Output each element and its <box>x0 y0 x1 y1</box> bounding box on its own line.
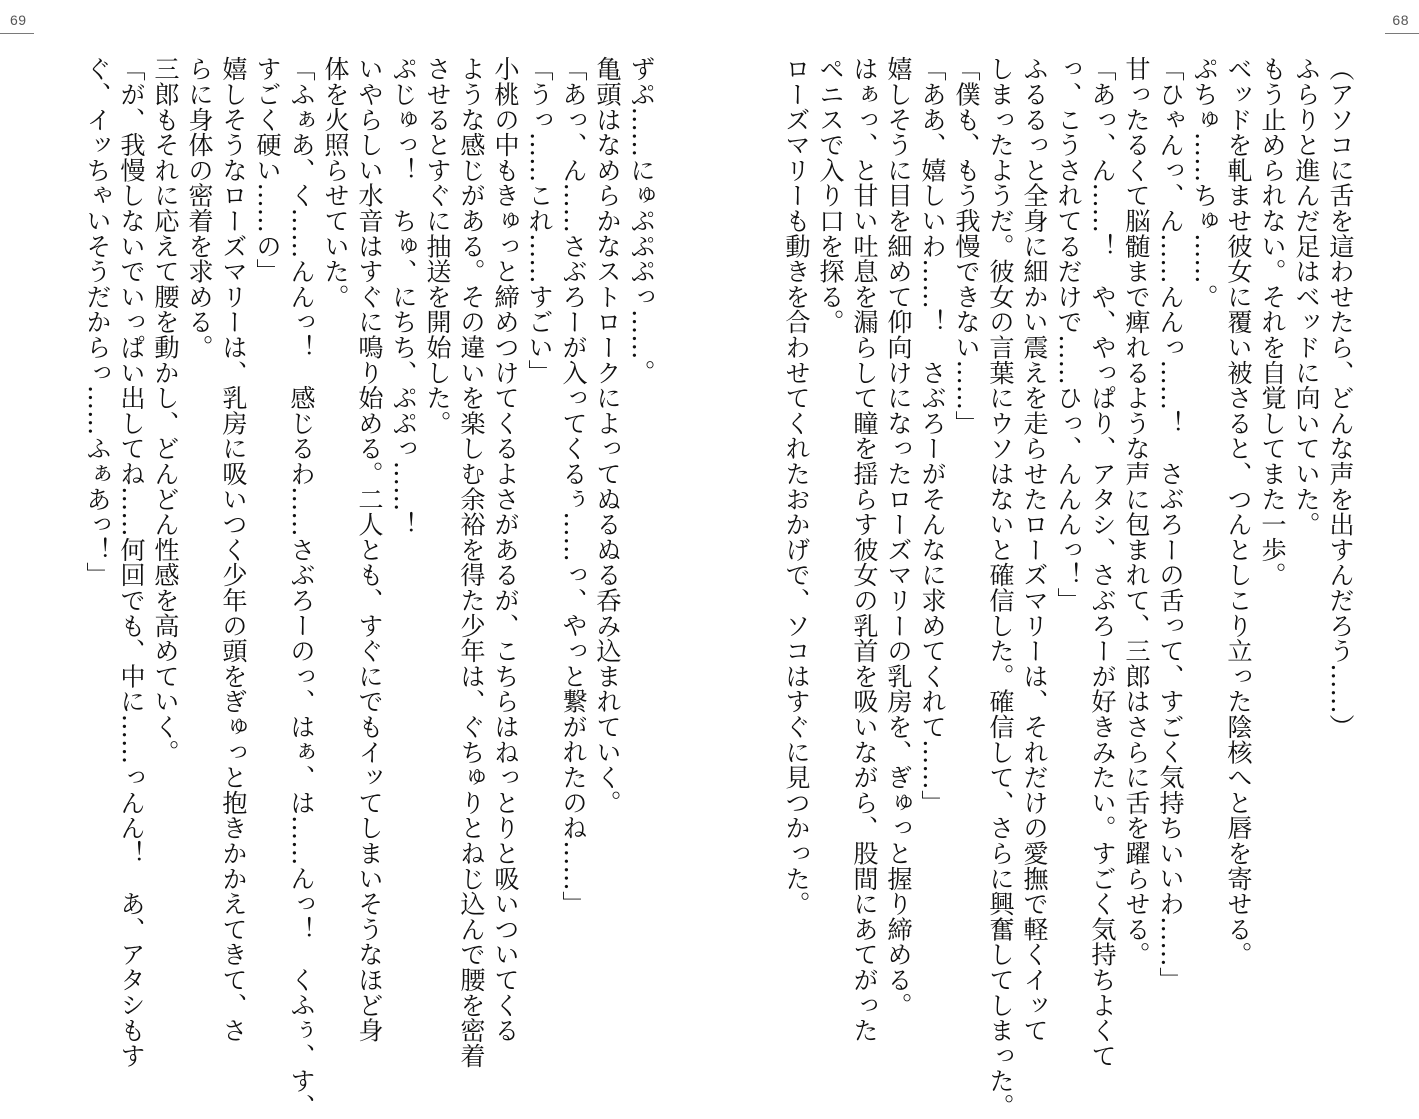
text-line: させるとすぐに抽送を開始した。 <box>423 56 452 436</box>
text-line: しまったようだ。彼女の言葉にウソはないと確信した。確信して、さらに興奮してしまった。 <box>986 56 1015 1119</box>
text-line: ぷじゅっ！ ちゅ、にちち、ぷぷっ……！ <box>389 56 418 537</box>
text-line: 甘ったるくて脳髄まで痺れるような声に包まれて、三郎はさらに舌を躍らせる。 <box>1122 56 1151 967</box>
text-line: 「が、我慢しないでいっぱい出してね……何回でも、中に……っんん！ あ、アタシもす <box>117 56 146 1068</box>
text-line: はぁっ、と甘い吐息を漏らして瞳を揺らす彼女の乳首を吸いながら、股間にあてがった <box>850 56 879 1043</box>
text-line: ベッドを軋ませ彼女に覆い被さると、つんとしこり立った陰核へと唇を寄せる。 <box>1224 56 1253 967</box>
text-line: 「うっ……これ……すごい」 <box>525 56 554 385</box>
text-line: ペニスで入り口を探る。 <box>816 56 845 335</box>
text-line: 「ひゃんっ、ん……んんっ……！ さぶろーの舌って、すごく気持ちいいわ……」 <box>1156 56 1185 993</box>
text-line: すごく硬い……の」 <box>253 56 282 284</box>
text-line: 小桃の中もきゅっと締めつけてくるよさがあるが、こちらはねっとりと吸いついてくる <box>491 56 520 1043</box>
text-line: 嬉しそうに目を細めて仰向けになったローズマリーの乳房を、ぎゅっと握り締める。 <box>884 56 913 1018</box>
text-line: 「ああ、嬉しいわ……！ さぶろーがそんなに求めてくれて……」 <box>918 56 947 815</box>
right-page-text <box>782 56 1355 1119</box>
text-line: ずぷ……にゅぷぷぷっ……。 <box>627 56 656 385</box>
page-number-right: 68 <box>1392 12 1409 28</box>
header-rule-right <box>1385 33 1419 34</box>
text-line: いやらしい水音はすぐに鳴り始める。二人とも、すぐにでもイッてしまいそうなほど身 <box>355 56 384 1043</box>
text-line: らに身体の密着を求める。 <box>185 56 214 360</box>
text-line: （アソコに舌を這わせたら、どんな声を出すんだろう……） <box>1326 56 1355 740</box>
text-line: 「ふぁあ、く……んんっ！ 感じるわ……さぶろーのっ、はぁ、は……んっ！ くふぅ、す、 <box>287 56 316 1119</box>
text-line: ローズマリーも動きを合わせてくれたおかげで、ソコはすぐに見つかった。 <box>782 56 811 917</box>
left-page-text <box>64 56 656 1119</box>
text-line: ぐ、イッちゃいそうだからっ……ふぁあっ！」 <box>83 56 112 588</box>
text-line: っ、こうされてるだけで……ひっ、んんんっ！」 <box>1054 56 1083 613</box>
text-line: ような感じがある。その違いを楽しむ余裕を得た少年は、ぐちゅりとねじ込んで腰を密着 <box>457 56 486 1068</box>
text-line: ぷちゅ……ちゅ……。 <box>1190 56 1219 309</box>
text-line: 三郎もそれに応えて腰を動かし、どんどん性感を高めていく。 <box>151 56 180 765</box>
text-line: 嬉しそうなローズマリーは、乳房に吸いつく少年の頭をぎゅっと抱きかかえてきて、さ <box>219 56 248 1043</box>
text-line: ふらりと進んだ足はベッドに向いていた。 <box>1292 56 1321 537</box>
text-line: 亀頭はなめらかなストロークによってぬるぬる呑み込まれていく。 <box>593 56 622 815</box>
header-rule-left <box>0 33 34 34</box>
text-line: 「あっ、ん……さぶろーが入ってくるぅ……っ、やっと繋がれたのね……」 <box>559 56 588 917</box>
text-line: 体を火照らせていた。 <box>321 56 350 309</box>
text-line: もう止められない。それを自覚してまた一歩。 <box>1258 56 1287 588</box>
text-line: ふるるっと全身に細かい震えを走らせたローズマリーは、それだけの愛撫で軽くイッて <box>1020 56 1049 1043</box>
text-line: 「僕も、もう我慢できない……」 <box>952 56 981 436</box>
page-number-left: 69 <box>10 12 27 28</box>
text-line: 「あっ、ん……！ や、やっぱり、アタシ、さぶろーが好きみたい。すごく気持ちよくて <box>1088 56 1117 1068</box>
